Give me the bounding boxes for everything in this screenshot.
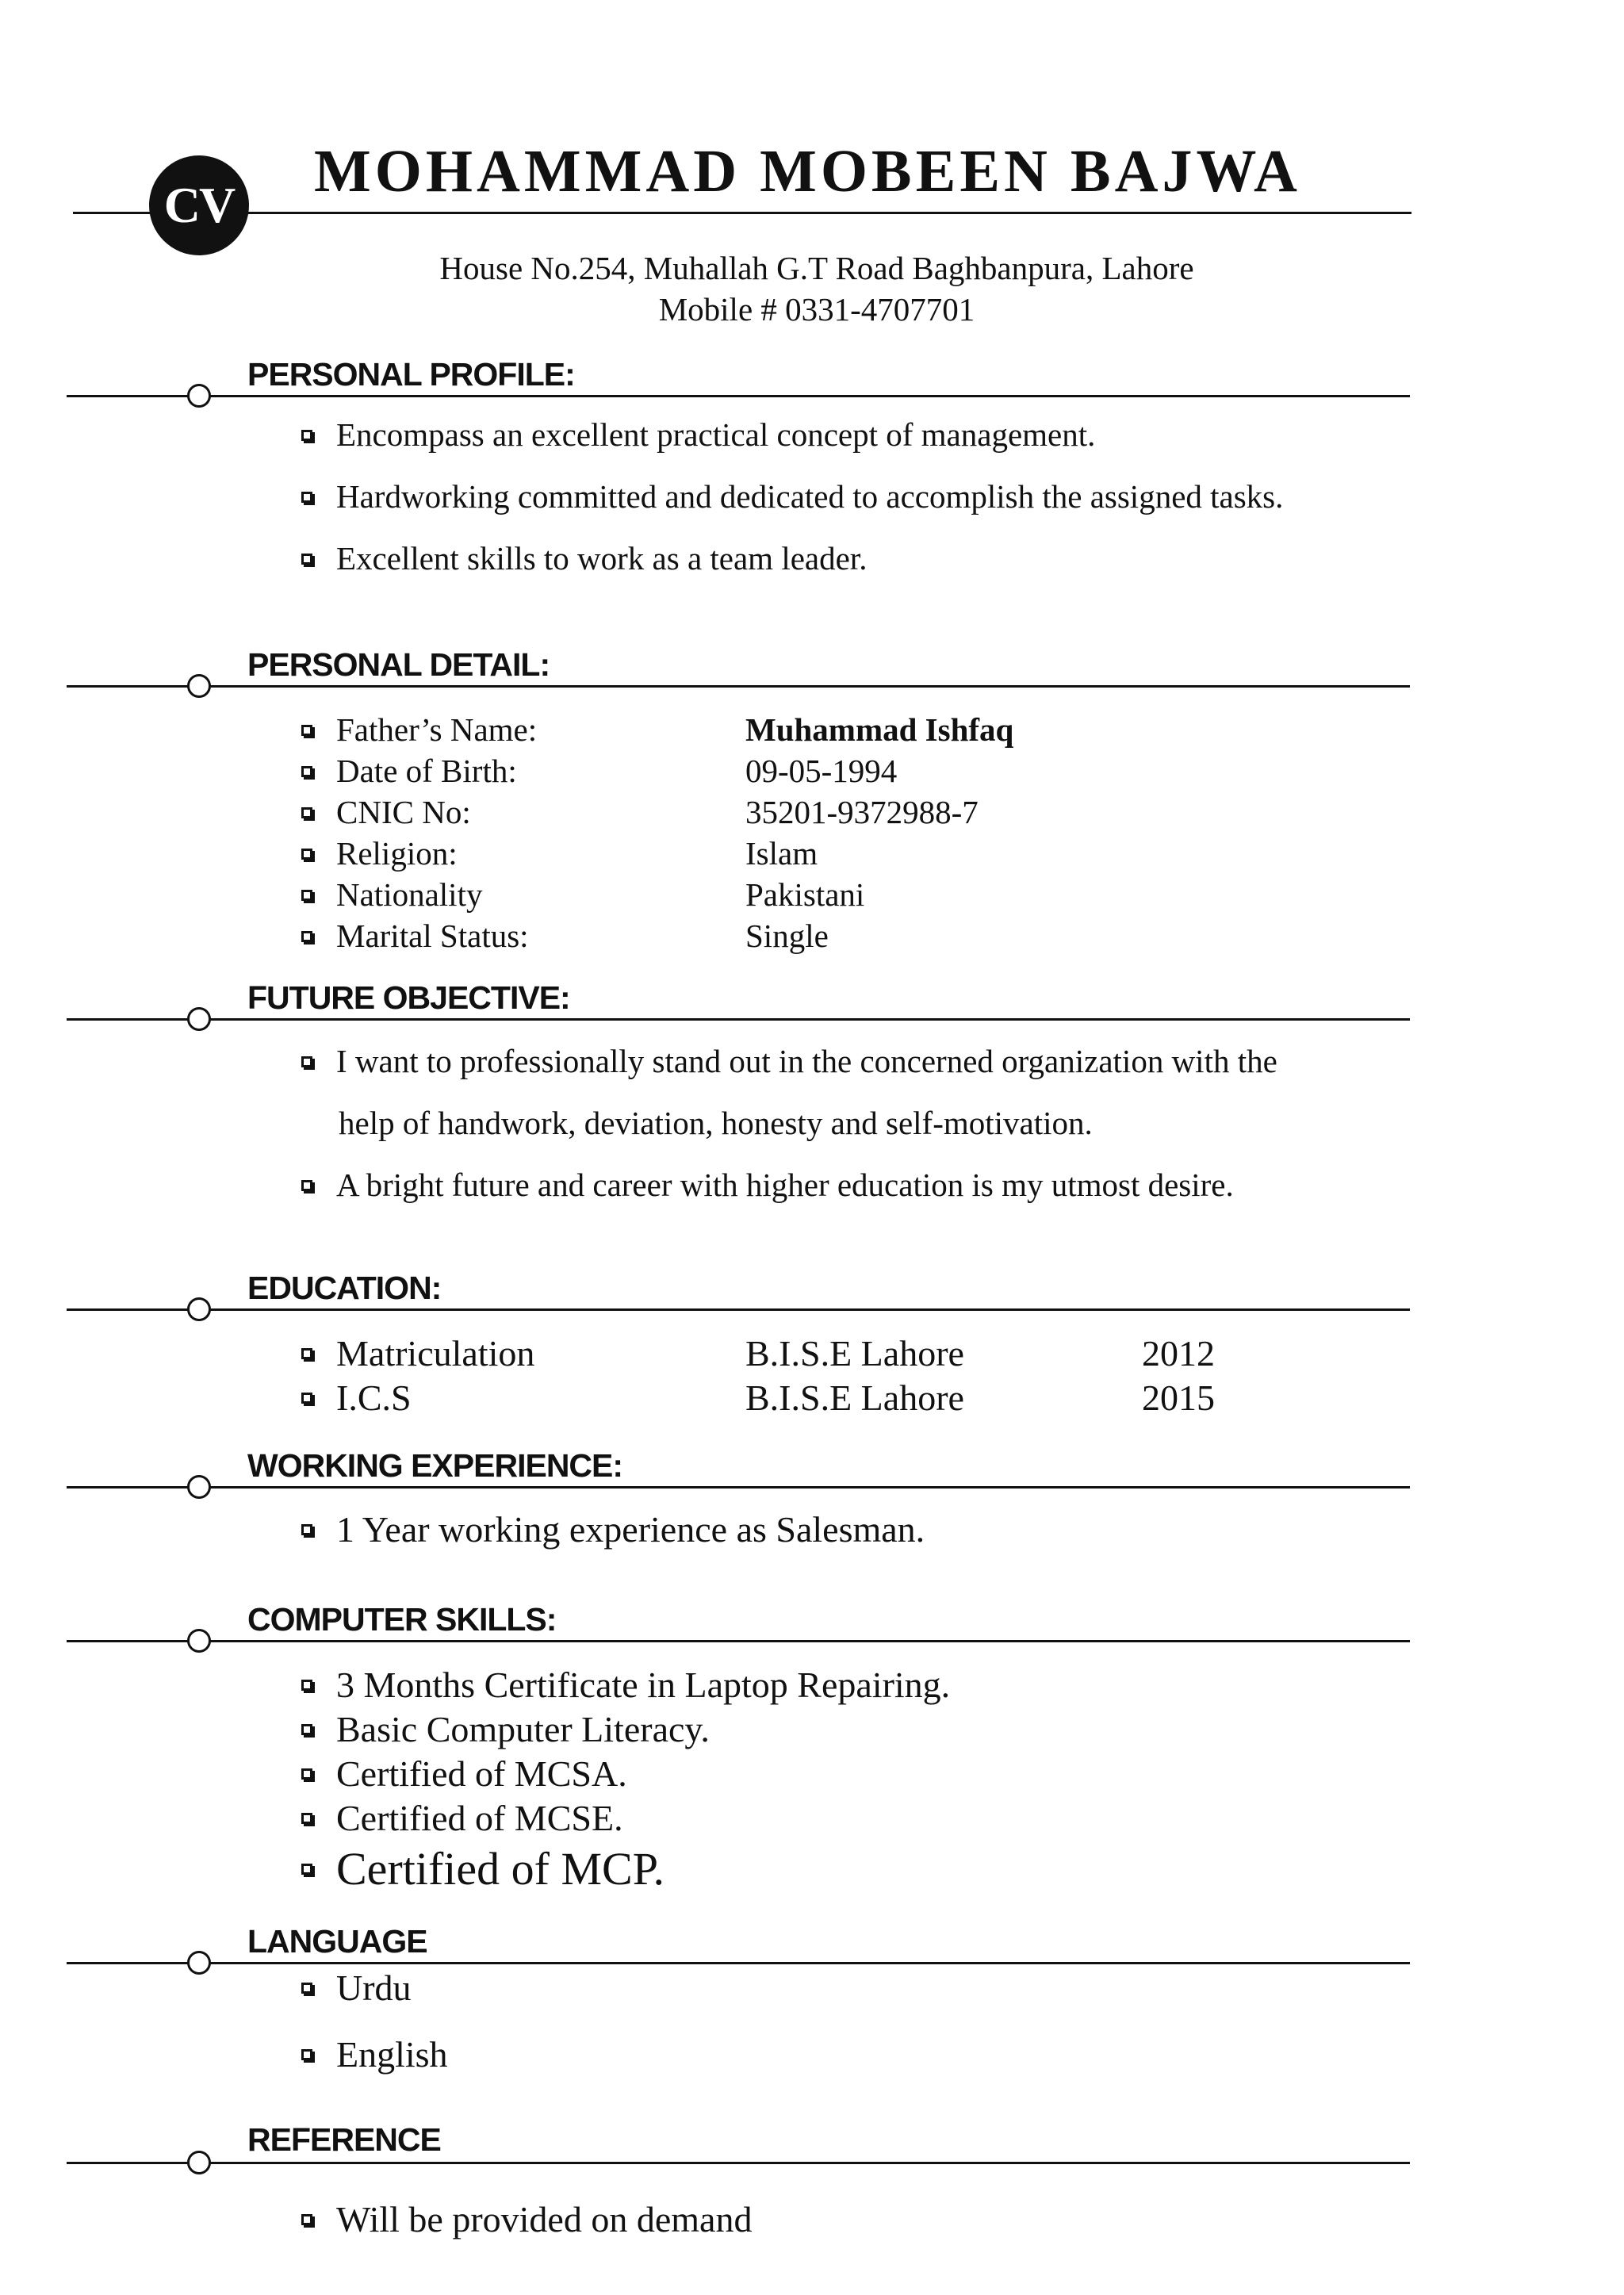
detail-label: Nationality <box>336 876 483 913</box>
detail-row <box>301 796 471 829</box>
section-rule <box>67 1962 1410 1964</box>
square-bullet-icon <box>301 849 312 860</box>
list-item-continuation: help of handwork, deviation, honesty and self-motivation. <box>339 1105 1093 1141</box>
detail-row <box>301 920 529 952</box>
detail-label: CNIC No: <box>336 794 471 830</box>
square-bullet-icon <box>301 1348 312 1359</box>
square-bullet-icon <box>301 1180 312 1191</box>
square-bullet-icon <box>301 554 312 565</box>
section-marker <box>187 1475 211 1499</box>
section-rule <box>67 1018 1410 1021</box>
square-bullet-icon <box>301 2214 312 2225</box>
square-bullet-icon <box>301 1393 312 1404</box>
square-bullet-icon <box>301 807 312 818</box>
detail-value: Pakistani <box>745 876 865 913</box>
square-bullet-icon <box>301 1813 312 1824</box>
detail-value: 09-05-1994 <box>745 753 898 789</box>
section-title-education: EDUCATION: <box>247 1270 442 1306</box>
detail-label: Father’s Name: <box>336 711 538 748</box>
list-item: Will be provided on demand <box>301 2201 752 2238</box>
square-bullet-icon <box>301 725 312 736</box>
section-marker <box>187 2151 211 2174</box>
square-bullet-icon <box>301 1056 312 1067</box>
section-marker <box>187 674 211 698</box>
square-bullet-icon <box>301 1724 312 1735</box>
section-title-reference: REFERENCE <box>247 2121 441 2158</box>
section-rule <box>67 1640 1410 1642</box>
section-marker <box>187 1951 211 1975</box>
education-degree: Matriculation <box>336 1333 535 1374</box>
list-item: Certified of MCSE. <box>301 1800 623 1837</box>
square-bullet-icon <box>301 1680 312 1691</box>
section-marker <box>187 1297 211 1321</box>
education-degree: I.C.S <box>336 1377 412 1418</box>
list-item: Encompass an excellent practical concept of management. <box>301 419 1095 451</box>
list-item: Hardworking committed and dedicated to accomplish the assigned tasks. <box>301 481 1283 513</box>
section-title-personal-detail: PERSONAL DETAIL: <box>247 646 550 683</box>
square-bullet-icon <box>301 1524 312 1535</box>
education-year: 2015 <box>1142 1377 1215 1418</box>
candidate-name: MOHAMMAD MOBEEN BAJWA <box>314 138 1301 205</box>
square-bullet-icon <box>301 492 312 503</box>
education-year: 2012 <box>1142 1333 1215 1374</box>
list-item: 1 Year working experience as Salesman. <box>301 1511 925 1548</box>
square-bullet-icon <box>301 1768 312 1780</box>
detail-value: Single <box>745 918 829 954</box>
detail-row <box>301 755 517 787</box>
section-marker <box>187 1007 211 1031</box>
education-row <box>301 1377 412 1418</box>
section-rule <box>67 395 1410 397</box>
detail-label: Religion: <box>336 835 458 872</box>
section-title-personal-profile: PERSONAL PROFILE: <box>247 356 575 393</box>
detail-row <box>301 711 538 748</box>
mobile: Mobile # 0331-4707701 <box>658 291 975 328</box>
section-rule <box>67 2162 1410 2164</box>
detail-value: Islam <box>745 835 818 872</box>
header-rule <box>73 212 1411 214</box>
education-board: B.I.S.E Lahore <box>745 1377 964 1418</box>
section-rule <box>67 1486 1410 1488</box>
education-row <box>301 1335 534 1372</box>
section-rule <box>67 1308 1410 1311</box>
detail-label: Date of Birth: <box>336 753 517 789</box>
section-title-computer-skills: COMPUTER SKILLS: <box>247 1601 557 1638</box>
square-bullet-icon <box>301 2049 312 2060</box>
square-bullet-icon <box>301 890 312 901</box>
section-marker <box>187 1629 211 1653</box>
section-rule <box>67 685 1410 688</box>
list-item: Certified of MCSA. <box>301 1756 627 1792</box>
list-item: Urdu <box>301 1970 412 2006</box>
cv-badge: CV <box>149 155 249 255</box>
square-bullet-icon <box>301 931 312 942</box>
square-bullet-icon <box>301 1864 312 1875</box>
detail-value: Muhammad Ishfaq <box>745 711 1014 748</box>
list-item: I want to professionally stand out in the concerned organization with the <box>301 1045 1277 1078</box>
detail-label: Marital Status: <box>336 918 529 954</box>
education-board: B.I.S.E Lahore <box>745 1333 964 1374</box>
section-title-working-experience: WORKING EXPERIENCE: <box>247 1447 623 1484</box>
detail-value: 35201-9372988-7 <box>745 794 979 830</box>
list-item: Excellent skills to work as a team leader. <box>301 542 867 575</box>
square-bullet-icon <box>301 766 312 777</box>
detail-row <box>301 876 483 913</box>
address: House No.254, Muhallah G.T Road Baghbanpura, Lahore <box>439 250 1194 286</box>
section-title-future-objective: FUTURE OBJECTIVE: <box>247 979 570 1016</box>
square-bullet-icon <box>301 1983 312 1994</box>
list-item: A bright future and career with higher education is my utmost desire. <box>301 1169 1234 1201</box>
detail-row <box>301 837 458 870</box>
list-item: 3 Months Certificate in Laptop Repairing. <box>301 1667 950 1703</box>
list-item: English <box>301 2036 448 2073</box>
section-marker <box>187 384 211 408</box>
section-title-language: LANGUAGE <box>247 1923 427 1960</box>
square-bullet-icon <box>301 430 312 441</box>
list-item: Certified of MCP. <box>301 1846 665 1892</box>
list-item: Basic Computer Literacy. <box>301 1711 710 1748</box>
